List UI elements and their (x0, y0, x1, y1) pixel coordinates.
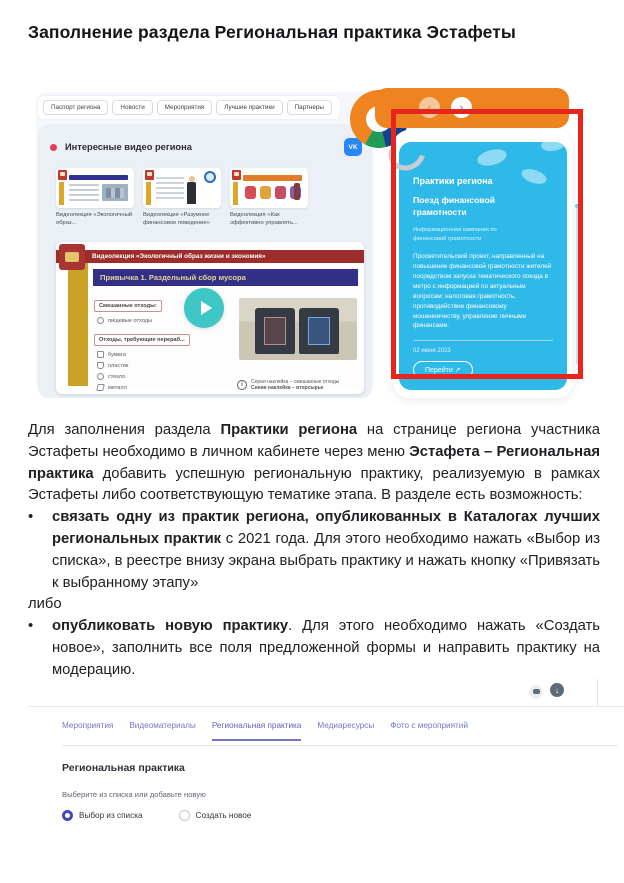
section-hint: Выберите из списка или добавьте новую (62, 790, 206, 799)
instruction-text (28, 420, 600, 682)
cabinet-tabs-bar (62, 721, 468, 741)
slide-content: Привычка 1. Раздельный сбор мусора Смешанные отходы: пищевые отходы Отходы, требующие перераб... бумага пластик стекло металл i Серая наклейка – смешанные отходы Синяя наклейка – вторсырье (92, 263, 359, 389)
play-button[interactable] (184, 288, 224, 328)
highlight-red-frame (391, 109, 583, 379)
tab-events[interactable]: Мероприятия (157, 100, 212, 115)
paper-icon (97, 351, 104, 358)
practice-card-description: Просветительский проект, направленный на повышение финансовой грамотности жителей посредством запуска тематического поезда в метро с информацией по актуальным вопросам: налоговая грамотность, противодействие финансовому мошенничеству, управление личными финансами. (413, 252, 552, 330)
tab-events[interactable]: Мероприятия (62, 721, 114, 730)
practice-card-heading: Практики региона (413, 176, 493, 186)
video-thumbnails-row (56, 168, 308, 208)
practice-go-button[interactable]: Перейти ↗ (413, 361, 473, 379)
tab-regional-practice[interactable]: Региональная практика (212, 721, 302, 741)
radio-select-from-list[interactable]: Выбор из списка (62, 810, 143, 821)
slide-group-label: Смешанные отходы: (94, 300, 162, 312)
section-heading: Региональная практика (62, 762, 185, 774)
interesting-videos-section (38, 124, 372, 398)
videos-section-title: Интересные видео региона (65, 142, 192, 152)
video-player-title: Видеолекция «Экологичный образ жизни и экономия» (56, 250, 364, 263)
radio-create-new[interactable]: Создать новое (179, 810, 252, 821)
bullet-marker: • (28, 509, 34, 526)
plastic-icon (97, 362, 104, 369)
radio-unselected-icon (179, 810, 190, 821)
video-thumbnail-eco[interactable] (56, 168, 134, 208)
mode-radio-group (62, 810, 251, 821)
info-icon: i (237, 380, 247, 390)
bullet-link-practice: • связать одну из практик региона, опубликованных в Каталогах лучших региональных практик с 2021 года. Для этого необходимо нажать «Выбор из списка», в реестре внизу экрана выбрать практику и нажать кнопку «Привязать к выбранному этапу» (28, 507, 600, 594)
note-line: Синяя наклейка – вторсырье (251, 385, 324, 392)
slide-title: Привычка 1. Раздельный сбор мусора (93, 269, 358, 286)
thumb-logo-icon (232, 170, 241, 180)
tab-media-resources[interactable]: Медиаресурсы (317, 721, 375, 730)
thumb-text-lines (69, 184, 99, 202)
paragraph-intro: Для заполнения раздела Практики региона на странице региона участника Эстафеты необходимо в личном кабинете через меню Эстафета – Региональная практика добавить успешную региональную практику, реализуемую в рамках Эстафеты либо соответствующую тематике этапа. В разделе есть возможность: (28, 422, 601, 504)
practice-card-date: 02 июня 2023 (413, 348, 451, 355)
download-icon[interactable]: ↓ (550, 683, 564, 697)
screenshot-top-border (28, 706, 624, 707)
tab-partners[interactable]: Партнеры (287, 100, 332, 115)
video-caption: Видеолекция «Как эффективно управлять... (230, 212, 298, 226)
tabs-divider (62, 745, 618, 746)
region-page-screenshot (36, 88, 608, 402)
video-player (56, 242, 364, 394)
thumb-side-strip (59, 182, 64, 205)
note-line: Серая наклейка – смешанные отходы (251, 378, 340, 385)
cabinet-screenshot (0, 706, 624, 846)
practice-card-tagline: Информационная кампания по финансовой грамотности (413, 227, 497, 242)
thumb-side-strip (233, 182, 238, 205)
video-thumbnail-manage[interactable] (230, 168, 308, 208)
thumb-logo-icon (58, 170, 67, 180)
video-caption: Видеолекция «Экологичный образ... (56, 212, 132, 226)
glass-icon (97, 373, 104, 380)
metal-icon (96, 384, 104, 391)
video-caption: Видеолекция «Разумное финансовое поведение» (143, 212, 210, 226)
tab-videos[interactable]: Видеоматериалы (129, 721, 196, 730)
region-tabs-bar (38, 96, 340, 119)
thumb-logo-icon (145, 170, 154, 180)
tab-passport-region[interactable]: Паспорт региона (43, 100, 108, 115)
thumb-side-strip (146, 182, 151, 205)
thumb-characters (245, 186, 301, 199)
thumb-title-bar (69, 175, 128, 180)
tab-event-photos[interactable]: Фото с мероприятий (390, 721, 468, 730)
comment-icon[interactable] (529, 685, 543, 699)
thumb-text-lines (156, 177, 184, 199)
thumb-bins-image (102, 184, 128, 201)
tab-best-practices[interactable]: Лучшие практики (216, 100, 282, 115)
practice-card-title: Поезд финансовой грамотности (413, 195, 496, 217)
thumb-title-bar (243, 175, 302, 181)
vk-icon[interactable]: VK (344, 138, 362, 156)
video-thumbnail-finance[interactable] (143, 168, 221, 208)
thumb-character-right (294, 183, 300, 200)
tab-news[interactable]: Новости (112, 100, 152, 115)
food-waste-icon (97, 317, 104, 324)
bullet-new-practice: • опубликовать новую практику. Для этого необходимо нажать «Создать новое», заполнить все поля предложенной формы и направить практику на модерацию. (28, 616, 600, 681)
video-channel-logo (59, 244, 85, 270)
carousel-next-button[interactable]: › (451, 97, 472, 118)
carousel-prev-button[interactable]: ‹ (419, 97, 440, 118)
or-text: либо (28, 596, 62, 613)
slide-gold-strip (68, 263, 88, 386)
panel-edge-divider (597, 679, 598, 707)
slide-group-label: Отходы, требующие перераб... (94, 334, 190, 346)
play-icon (201, 301, 212, 315)
bins-photo (239, 298, 357, 360)
thumb-person-figure (187, 182, 196, 204)
page-title: Заполнение раздела Региональная практика Эстафеты (28, 22, 516, 42)
thumb-emblem-icon (204, 171, 216, 183)
radio-selected-icon (62, 810, 73, 821)
bullet-marker: • (28, 618, 34, 635)
section-bullet-dot (50, 144, 57, 151)
